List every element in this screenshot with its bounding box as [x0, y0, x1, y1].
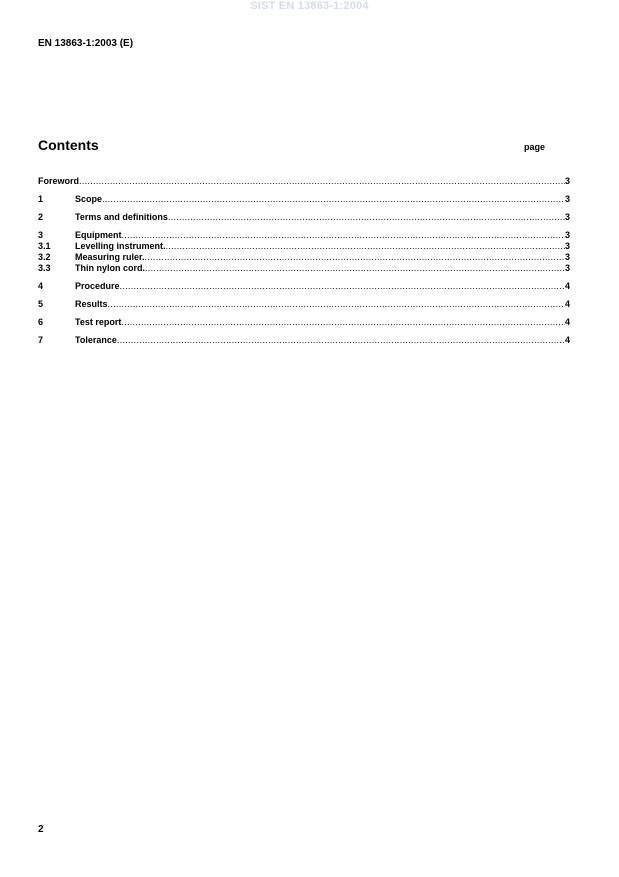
page-column-label: page	[524, 142, 546, 152]
toc-entry-page: 3	[564, 263, 570, 273]
toc-entry-equipment[interactable]	[38, 230, 570, 241]
toc-entry-measuring-ruler[interactable]	[38, 252, 570, 263]
toc-entry-levelling-instrument[interactable]	[38, 241, 570, 252]
watermark: SIST EN 13863-1:2004	[250, 0, 369, 12]
toc-dot-leader	[79, 176, 565, 187]
toc-entry-title: Terms and definitions	[75, 212, 168, 222]
toc-entry-thin-nylon-cord[interactable]	[38, 263, 570, 274]
toc-entry-title: Thin nylon cord.	[75, 263, 145, 273]
toc-entry-number: 4	[38, 281, 44, 291]
toc-entry-number: 2	[38, 212, 44, 222]
toc-entry-title: Equipment	[75, 230, 122, 240]
toc-entry-title: Procedure	[75, 281, 120, 291]
toc-dot-leader	[122, 230, 565, 241]
toc-entry-title: Results	[75, 299, 108, 309]
toc-entry-page: 3	[564, 241, 570, 251]
toc-entry-test-report[interactable]	[38, 317, 570, 328]
toc-entry-page: 3	[564, 176, 570, 186]
toc-entry-number: 5	[38, 299, 44, 309]
toc-dot-leader	[117, 335, 565, 346]
contents-heading: Contents	[38, 137, 99, 153]
toc-dot-leader	[102, 194, 565, 205]
toc-entry-title: Measuring ruler.	[75, 252, 145, 262]
toc-entry-scope[interactable]	[38, 194, 570, 205]
toc-entry-number: 3.2	[38, 252, 51, 262]
toc-dot-leader	[145, 252, 565, 263]
toc-entry-page: 4	[564, 281, 570, 291]
toc-entry-page: 4	[564, 299, 570, 309]
toc-entry-terms-and-definitions[interactable]	[38, 212, 570, 223]
document-identifier: EN 13863-1:2003 (E)	[38, 38, 134, 49]
toc-entry-procedure[interactable]	[38, 281, 570, 292]
toc-entry-title: Scope	[75, 194, 103, 204]
toc-entry-tolerance[interactable]	[38, 335, 570, 346]
page-number: 2	[38, 824, 44, 835]
toc-dot-leader	[168, 212, 565, 223]
toc-entry-page: 3	[564, 212, 570, 222]
toc-dot-leader	[120, 281, 565, 292]
toc-entry-page: 4	[564, 335, 570, 345]
toc-entry-number: 1	[38, 194, 44, 204]
toc-entry-number: 3.1	[38, 241, 51, 251]
toc-entry-number: 6	[38, 317, 44, 327]
toc-dot-leader	[166, 241, 565, 252]
toc-entry-results[interactable]	[38, 299, 570, 310]
toc-entry-number: 3	[38, 230, 44, 240]
toc-entry-page: 3	[564, 230, 570, 240]
toc-entry-title: Foreword	[38, 176, 80, 186]
toc-dot-leader	[121, 317, 565, 328]
toc-dot-leader	[145, 263, 565, 274]
toc-entry-title: Levelling instrument.	[75, 241, 166, 251]
toc-entry-title: Test report	[75, 317, 122, 327]
toc-dot-leader	[108, 299, 565, 310]
toc-entry-page: 3	[564, 252, 570, 262]
toc-entry-page: 4	[564, 317, 570, 327]
toc-entry-foreword[interactable]	[38, 176, 570, 187]
toc-entry-title: Tolerance	[75, 335, 117, 345]
toc-entry-number: 3.3	[38, 263, 51, 273]
toc-entry-number: 7	[38, 335, 44, 345]
table-of-contents	[38, 176, 570, 346]
toc-entry-page: 3	[564, 194, 570, 204]
